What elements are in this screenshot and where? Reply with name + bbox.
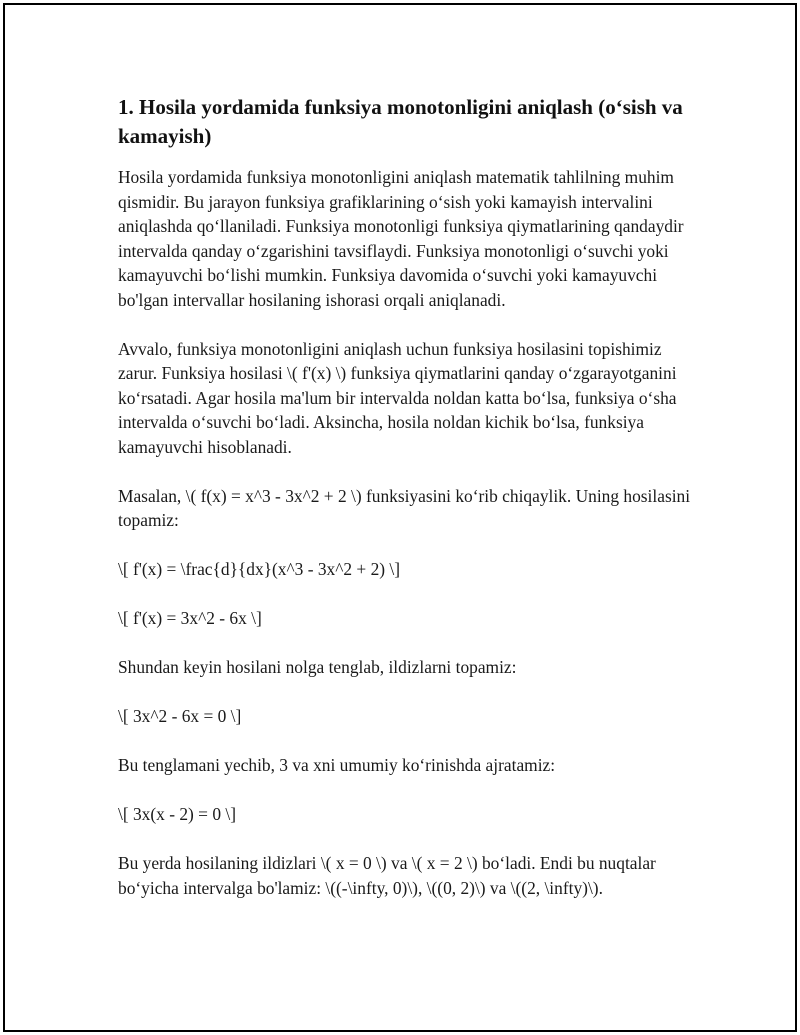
factor-paragraph: Bu tenglamani yechib, 3 va xni umumiy ko‘rinishda ajratamiz: [118, 755, 556, 775]
derivative-paragraph: Avvalo, funksiya monotonligini aniqlash uchun funksiya hosilasini topishimiz zarur. Funksiya hosilasi \( f'(x) \) funksiya qiymatlarini qanday o‘zgarayotganini ko‘rsatadi. Agar hosila ma'lum bir intervalda noldan katta bo‘lsa, funksiya o‘sha intervalda o‘suvchi bo‘ladi. Aksincha, hosila noldan kichik bo‘lsa, funksiya kamayuvchi hisoblanadi. [118, 338, 677, 457]
example-paragraph: Masalan, \( f(x) = x^3 - 3x^2 + 2 \) funksiyasini ko‘rib chiqaylik. Uning hosilasini topamiz: [118, 485, 691, 530]
document-body [118, 93, 698, 925]
formula-factored: \[ 3x(x - 2) = 0 \] [118, 804, 236, 824]
intro-paragraph: Hosila yordamida funksiya monotonligini aniqlash matematik tahlilning muhim qismidir. Bu jarayon funksiya grafiklarining o‘sish yoki kamayish intervalini aniqlashda qo‘llaniladi. Funksiya monotonligi funksiya qiymatlarining qandaydir intervalda qanday o‘zgarishini tavsiflaydi. Funksiya monotonligi o‘suvchi yoki kamayuvchi bo‘lishi mumkin. Funksiya davomida o‘suvchi yoki kamayuvchi bo'lgan intervallar hosilaning ishorasi orqali aniqlanadi. [118, 167, 684, 310]
roots-paragraph: Shundan keyin hosilani nolga tenglab, ildizlarni topamiz: [118, 657, 517, 677]
formula-derivative-result: \[ f'(x) = 3x^2 - 6x \] [118, 608, 262, 628]
intervals-paragraph: Bu yerda hosilaning ildizlari \( x = 0 \) va \( x = 2 \) bo‘ladi. Endi bu nuqtalar bo‘yicha intervalga bo'lamiz: \((-\infty, 0)\), \((0, 2)\) va \((2, \infty)\). [118, 853, 656, 898]
section-heading: 1. Hosila yordamida funksiya monotonligini aniqlash (o‘sish va kamayish) [118, 95, 683, 148]
formula-equation: \[ 3x^2 - 6x = 0 \] [118, 706, 242, 726]
formula-derivative-definition: \[ f'(x) = \frac{d}{dx}(x^3 - 3x^2 + 2) \] [118, 559, 401, 579]
